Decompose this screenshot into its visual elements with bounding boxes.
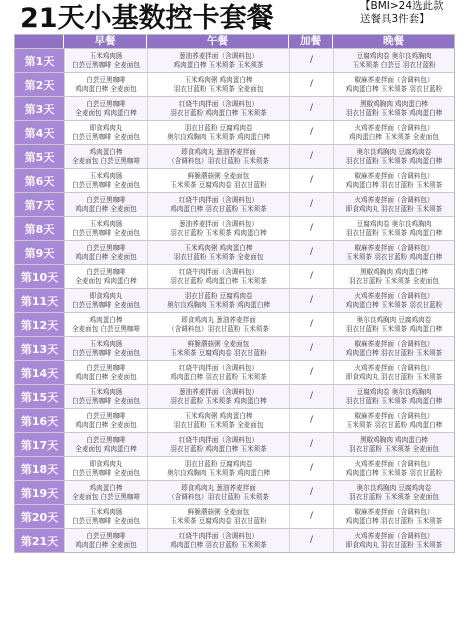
snack-cell: / (289, 97, 333, 120)
dinner-cell-line: 即食鸡肉丸 羽衣甘蓝粉 玉米须茶 (345, 372, 443, 381)
dinner-cell-line: 火鸡荞麦拌面（含调料包） (354, 532, 434, 540)
breakfast-cell (64, 409, 147, 432)
breakfast-cell-line: 白芸豆黑咖啡 全麦面包 (71, 60, 141, 69)
breakfast-cell (64, 73, 147, 96)
lunch-cell-line: 鸡肉蛋白棒 羽衣甘蓝粉 玉米须茶 (170, 204, 267, 213)
dinner-cell (333, 433, 454, 456)
header-day (15, 35, 64, 48)
lunch-cell-line: 鸡肉蛋白棒 羽衣甘蓝粉 玉米须茶 (170, 372, 267, 381)
lunch-cell (147, 457, 289, 480)
snack-cell: / (289, 169, 333, 192)
breakfast-cell (64, 121, 147, 144)
lunch-cell-line: 玉米须茶 豆腐鸡肉卷 羽衣甘蓝粉 (170, 348, 267, 357)
breakfast-cell-line: 全麦面包 鸡肉蛋白棒 (75, 444, 137, 453)
breakfast-cell-line: 白芸豆黑咖啡 全麦面包 (71, 468, 141, 477)
breakfast-cell-line: 鸡肉蛋白棒 全麦面包 (75, 372, 137, 381)
lunch-cell (147, 241, 289, 264)
breakfast-cell (64, 145, 147, 168)
breakfast-cell (64, 265, 147, 288)
lunch-cell-line: 羽衣甘蓝粉 豆腐鸡肉卷 (184, 460, 253, 468)
lunch-cell-line: 红烧牛肉拌面（含调料包） (178, 364, 259, 372)
lunch-cell (147, 313, 289, 336)
snack-cell: / (289, 361, 333, 384)
lunch-cell-line: 羽衣甘蓝粉 鸡肉蛋白棒 玉米须茶 (170, 444, 267, 453)
dinner-cell-line: 羽衣甘蓝粉 玉米须茶 鸡肉蛋白棒 (345, 156, 443, 165)
day-label: 第19天 (15, 481, 64, 504)
dinner-cell-line: 羽衣甘蓝粉 玉米须茶 鸡肉蛋白棒 (345, 396, 443, 405)
breakfast-cell (64, 49, 147, 72)
dinner-cell-line: 豆腐鸡肉卷 奥尔良鸡胸肉 (356, 52, 432, 60)
dinner-cell (333, 49, 454, 72)
snack-cell: / (289, 193, 333, 216)
page-title: 21天小基数控卡套餐 (20, 3, 274, 34)
lunch-cell-line: 红烧牛肉拌面（含调料包） (178, 100, 259, 108)
breakfast-cell-line: 白芸豆黑咖啡 (86, 364, 126, 372)
lunch-cell (147, 73, 289, 96)
breakfast-cell-line: 玉米鸡肉肠 (89, 172, 123, 180)
lunch-cell (147, 481, 289, 504)
breakfast-cell-line: 即食鸡肉丸 (89, 460, 123, 468)
dinner-cell (333, 361, 454, 384)
breakfast-cell (64, 313, 147, 336)
breakfast-cell-line: 白芸豆黑咖啡 (86, 436, 126, 444)
dinner-cell-line: 羽衣甘蓝粉 玉米须茶 鸡肉蛋白棒 (345, 228, 443, 237)
dinner-cell-line: 玉米须茶 白芸豆 羽衣甘蓝粉 (352, 60, 436, 69)
lunch-cell-line: 羽衣甘蓝粉 鸡肉蛋白棒 玉米须茶 (170, 276, 267, 285)
dinner-cell (333, 481, 454, 504)
table-row (15, 384, 454, 408)
table-row (15, 504, 454, 528)
dinner-cell-line: 玉米须茶 羽衣甘蓝粉 鸡肉蛋白棒 (345, 420, 443, 429)
breakfast-cell-line: 白芸豆黑咖啡 全麦面包 (71, 516, 141, 525)
breakfast-cell (64, 241, 147, 264)
table-row (15, 168, 454, 192)
dinner-cell-line: 火鸡荞麦拌面（含调料包） (354, 196, 434, 204)
dinner-cell-line: 羽衣甘蓝粉 玉米须茶 全麦面包 (349, 492, 439, 501)
lunch-cell (147, 121, 289, 144)
day-label: 第15天 (15, 385, 64, 408)
dinner-cell-line: 鸡肉蛋白棒 羽衣甘蓝粉 玉米须茶 (345, 180, 443, 189)
breakfast-cell-line: 鸡肉蛋白棒 (89, 484, 123, 492)
lunch-cell-line: 即食鸡肉丸 葱油荞麦拌面 (181, 316, 256, 324)
table-header-row (15, 35, 454, 48)
dinner-cell-line: 黑椒鸡胸肉 鸡肉蛋白棒 (359, 436, 429, 444)
breakfast-cell-line: 白芸豆黑咖啡 全麦面包 (71, 348, 141, 357)
day-label: 第1天 (15, 49, 64, 72)
table-row (15, 240, 454, 264)
breakfast-cell (64, 385, 147, 408)
promo-note (360, 0, 444, 26)
breakfast-cell-line: 白芸豆黑咖啡 (86, 196, 126, 204)
header-lunch: 午餐 (147, 35, 289, 48)
meal-plan-table (14, 34, 455, 553)
table-body (15, 48, 454, 552)
lunch-cell (147, 433, 289, 456)
breakfast-cell-line: 鸡肉蛋白棒 全麦面包 (75, 420, 137, 429)
lunch-cell-line: 即食鸡肉丸 葱油荞麦拌面 (181, 484, 256, 492)
day-label: 第5天 (15, 145, 64, 168)
table-row (15, 96, 454, 120)
dinner-cell (333, 217, 454, 240)
lunch-cell (147, 169, 289, 192)
breakfast-cell-line: 鸡肉蛋白棒 全麦面包 (75, 252, 137, 261)
dinner-cell-line: 鸡肉蛋白棒 玉米须茶 全麦面包 (349, 132, 439, 141)
dinner-cell-line: 椒麻荞麦拌面（含调料包） (354, 172, 434, 180)
dinner-cell-line: 火鸡荞麦拌面（含调料包） (354, 292, 434, 300)
lunch-cell-line: 鸡肉蛋白棒 玉米须茶 玉米须茶 (173, 60, 264, 69)
dinner-cell-line: 豆腐鸡肉卷 奥尔良鸡胸肉 (356, 388, 432, 396)
breakfast-cell (64, 529, 147, 552)
breakfast-cell-line: 白芸豆黑咖啡 (86, 244, 126, 252)
lunch-cell (147, 361, 289, 384)
lunch-cell (147, 97, 289, 120)
snack-cell: / (289, 121, 333, 144)
header-breakfast: 早餐 (64, 35, 147, 48)
dinner-cell (333, 529, 454, 552)
breakfast-cell (64, 97, 147, 120)
lunch-cell-line: 葱油荞麦拌面（含调料包） (178, 220, 259, 228)
promo-note-line: 送餐具3件套】 (360, 13, 430, 25)
breakfast-cell (64, 457, 147, 480)
breakfast-cell-line: 白芸豆黑咖啡 全麦面包 (71, 396, 141, 405)
breakfast-cell-line: 全麦面包 鸡肉蛋白棒 (75, 108, 137, 117)
table-row (15, 528, 454, 552)
snack-cell: / (289, 481, 333, 504)
breakfast-cell (64, 481, 147, 504)
lunch-cell-line: 奥尔良鸡胸肉 玉米须茶 鸡肉蛋白棒 (166, 300, 271, 309)
table-row (15, 264, 454, 288)
snack-cell: / (289, 289, 333, 312)
dinner-cell-line: 鸡肉蛋白棒 羽衣甘蓝粉 玉米须茶 (345, 348, 443, 357)
dinner-cell (333, 313, 454, 336)
lunch-cell-line: 鸡肉蛋白棒 羽衣甘蓝粉 玉米须茶 (170, 540, 267, 549)
snack-cell: / (289, 313, 333, 336)
dinner-cell-line: 黑椒鸡胸肉 鸡肉蛋白棒 (359, 100, 429, 108)
breakfast-cell-line: 玉米鸡肉肠 (89, 508, 123, 516)
header-snack: 加餐 (289, 35, 333, 48)
day-label: 第11天 (15, 289, 64, 312)
lunch-cell-line: 玉米鸡肉粥 鸡肉蛋白棒 (184, 76, 253, 84)
table-row (15, 360, 454, 384)
snack-cell: / (289, 73, 333, 96)
day-label: 第8天 (15, 217, 64, 240)
breakfast-cell-line: 白芸豆黑咖啡 全麦面包 (71, 300, 141, 309)
snack-cell: / (289, 433, 333, 456)
lunch-cell (147, 505, 289, 528)
dinner-cell-line: 火鸡荞麦拌面（含调料包） (354, 364, 434, 372)
lunch-cell (147, 385, 289, 408)
lunch-cell (147, 529, 289, 552)
dinner-cell-line: 羽衣甘蓝粉 玉米须茶 鸡肉蛋白棒 (345, 108, 443, 117)
day-label: 第2天 (15, 73, 64, 96)
dinner-cell-line: 玉米须茶 羽衣甘蓝粉 鸡肉蛋白棒 (345, 252, 443, 261)
dinner-cell-line: 椒麻荞麦拌面（含调料包） (354, 244, 434, 252)
dinner-cell (333, 193, 454, 216)
dinner-cell-line: 奥尔良鸡胸肉 豆腐鸡肉卷 (356, 484, 432, 492)
lunch-cell-line: 玉米鸡肉粥 鸡肉蛋白棒 (184, 412, 253, 420)
dinner-cell-line: 豆腐鸡肉卷 奥尔良鸡胸肉 (356, 220, 432, 228)
table-row (15, 144, 454, 168)
dinner-cell (333, 97, 454, 120)
dinner-cell (333, 409, 454, 432)
lunch-cell-line: 羽衣甘蓝粉 豆腐鸡肉卷 (184, 124, 253, 132)
dinner-cell-line: 椒麻荞麦拌面（含调料包） (354, 412, 434, 420)
breakfast-cell-line: 鸡肉蛋白棒 全麦面包 (75, 84, 137, 93)
table-row (15, 216, 454, 240)
lunch-cell-line: 红烧牛肉拌面（含调料包） (178, 196, 259, 204)
dinner-cell (333, 241, 454, 264)
snack-cell: / (289, 409, 333, 432)
dinner-cell-line: 即食鸡肉丸 羽衣甘蓝粉 玉米须茶 (345, 204, 443, 213)
dinner-cell-line: 火鸡荞麦拌面（含调料包） (354, 124, 434, 132)
lunch-cell (147, 217, 289, 240)
breakfast-cell-line: 白芸豆黑咖啡 全麦面包 (71, 132, 141, 141)
day-label: 第13天 (15, 337, 64, 360)
day-label: 第6天 (15, 169, 64, 192)
dinner-cell (333, 145, 454, 168)
lunch-cell-line: 红烧牛肉拌面（含调料包） (178, 436, 259, 444)
day-label: 第12天 (15, 313, 64, 336)
day-label: 第21天 (15, 529, 64, 552)
dinner-cell-line: 椒麻荞麦拌面（含调料包） (354, 508, 434, 516)
lunch-cell-line: 羽衣甘蓝粉 玉米须茶 全麦面包 (173, 252, 264, 261)
lunch-cell-line: 葱油荞麦拌面（含调料包） (178, 52, 259, 60)
breakfast-cell-line: 白芸豆黑咖啡 (86, 100, 126, 108)
table-row (15, 288, 454, 312)
dinner-cell-line: 鸡肉蛋白棒 玉米须茶 羽衣甘蓝粉 (345, 84, 443, 93)
dinner-cell (333, 169, 454, 192)
page-header (0, 0, 467, 34)
lunch-cell (147, 337, 289, 360)
breakfast-cell-line: 玉米鸡肉肠 (89, 340, 123, 348)
lunch-cell-line: 玉米须茶 豆腐鸡肉卷 羽衣甘蓝粉 (170, 516, 267, 525)
dinner-cell-line: 鸡肉蛋白棒 羽衣甘蓝粉 玉米须茶 (345, 516, 443, 525)
snack-cell: / (289, 457, 333, 480)
dinner-cell-line: 奥尔良鸡胸肉 豆腐鸡肉卷 (356, 316, 432, 324)
breakfast-cell (64, 217, 147, 240)
lunch-cell-line: 羽衣甘蓝粉 玉米须茶 鸡肉蛋白棒 (170, 396, 267, 405)
lunch-cell-line: 羽衣甘蓝粉 豆腐鸡肉卷 (184, 292, 253, 300)
breakfast-cell (64, 505, 147, 528)
lunch-cell-line: 红烧牛肉拌面（含调料包） (178, 532, 259, 540)
breakfast-cell-line: 全麦面包 白芸豆黑咖啡 (71, 156, 141, 165)
dinner-cell (333, 289, 454, 312)
dinner-cell (333, 121, 454, 144)
day-label: 第9天 (15, 241, 64, 264)
breakfast-cell-line: 鸡肉蛋白棒 全麦面包 (75, 540, 137, 549)
day-label: 第4天 (15, 121, 64, 144)
breakfast-cell-line: 鸡肉蛋白棒 (89, 148, 123, 156)
day-label: 第7天 (15, 193, 64, 216)
snack-cell: / (289, 265, 333, 288)
lunch-cell (147, 49, 289, 72)
table-row (15, 192, 454, 216)
breakfast-cell-line: 即食鸡肉丸 (89, 124, 123, 132)
breakfast-cell-line: 玉米鸡肉肠 (89, 388, 123, 396)
dinner-cell-line: 羽衣甘蓝粉 玉米须茶 全麦面包 (349, 444, 439, 453)
table-row (15, 408, 454, 432)
day-label: 第3天 (15, 97, 64, 120)
lunch-cell-line: 奥尔良鸡胸肉 玉米须茶 鸡肉蛋白棒 (166, 132, 271, 141)
lunch-cell-line: 鲜脆蘑菇粥 全麦面包 (187, 172, 250, 180)
dinner-cell-line: 羽衣甘蓝粉 玉米须茶 鸡肉蛋白棒 (345, 324, 443, 333)
breakfast-cell (64, 361, 147, 384)
dinner-cell-line: 羽衣甘蓝粉 玉米须茶 全麦面包 (349, 276, 439, 285)
table-row (15, 72, 454, 96)
snack-cell: / (289, 241, 333, 264)
lunch-cell-line: 鲜脆蘑菇粥 全麦面包 (187, 508, 250, 516)
lunch-cell-line: 玉米须茶 豆腐鸡肉卷 羽衣甘蓝粉 (170, 180, 267, 189)
snack-cell: / (289, 337, 333, 360)
lunch-cell-line: 奥尔良鸡胸肉 玉米须茶 鸡肉蛋白棒 (166, 468, 271, 477)
dinner-cell (333, 265, 454, 288)
snack-cell: / (289, 145, 333, 168)
dinner-cell-line: 火鸡荞麦拌面（含调料包） (354, 460, 434, 468)
breakfast-cell-line: 白芸豆黑咖啡 全麦面包 (71, 228, 141, 237)
lunch-cell-line: 鲜脆蘑菇粥 全麦面包 (187, 340, 250, 348)
header-dinner: 晚餐 (383, 35, 404, 47)
day-label: 第10天 (15, 265, 64, 288)
dinner-cell-line: 鸡肉蛋白棒 玉米须茶 羽衣甘蓝粉 (345, 468, 443, 477)
table-row (15, 336, 454, 360)
day-label: 第20天 (15, 505, 64, 528)
day-label: 第17天 (15, 433, 64, 456)
breakfast-cell-line: 玉米鸡肉肠 (89, 52, 123, 60)
dinner-cell (333, 73, 454, 96)
dinner-cell-line: 椒麻荞麦拌面（含调料包） (354, 340, 434, 348)
breakfast-cell-line: 白芸豆黑咖啡 (86, 412, 126, 420)
breakfast-cell (64, 289, 147, 312)
breakfast-cell-line: 鸡肉蛋白棒 全麦面包 (75, 204, 137, 213)
dinner-cell-line: 鸡肉蛋白棒 玉米须茶 羽衣甘蓝粉 (345, 300, 443, 309)
lunch-cell-line: （含调料包）羽衣甘蓝粉 玉米须茶 (167, 324, 269, 333)
table-row (15, 120, 454, 144)
breakfast-cell (64, 433, 147, 456)
table-row (15, 480, 454, 504)
lunch-cell (147, 193, 289, 216)
breakfast-cell-line: 鸡肉蛋白棒 (89, 316, 123, 324)
dinner-cell (333, 457, 454, 480)
dinner-cell (333, 505, 454, 528)
breakfast-cell (64, 337, 147, 360)
lunch-cell-line: 即食鸡肉丸 葱油荞麦拌面 (181, 148, 256, 156)
breakfast-cell-line: 即食鸡肉丸 (89, 292, 123, 300)
lunch-cell (147, 409, 289, 432)
breakfast-cell-line: 白芸豆黑咖啡 (86, 268, 126, 276)
lunch-cell-line: 玉米鸡肉粥 鸡肉蛋白棒 (184, 244, 253, 252)
snack-cell: / (289, 49, 333, 72)
lunch-cell-line: （含调料包）羽衣甘蓝粉 玉米须茶 (167, 492, 269, 501)
day-label: 第14天 (15, 361, 64, 384)
snack-cell: / (289, 217, 333, 240)
breakfast-cell-line: 全麦面包 白芸豆黑咖啡 (71, 324, 141, 333)
lunch-cell (147, 289, 289, 312)
breakfast-cell (64, 169, 147, 192)
lunch-cell-line: 羽衣甘蓝粉 鸡肉蛋白棒 玉米须茶 (170, 108, 267, 117)
lunch-cell-line: 羽衣甘蓝粉 玉米须茶 全麦面包 (173, 84, 264, 93)
dinner-cell-line: 即食鸡肉丸 羽衣甘蓝粉 玉米须茶 (345, 540, 443, 549)
breakfast-cell-line: 全麦面包 白芸豆黑咖啡 (71, 492, 141, 501)
snack-cell: / (289, 385, 333, 408)
lunch-cell-line: 羽衣甘蓝粉 玉米须茶 鸡肉蛋白棒 (170, 228, 267, 237)
lunch-cell-line: 羽衣甘蓝粉 玉米须茶 全麦面包 (173, 420, 264, 429)
breakfast-cell-line: 玉米鸡肉肠 (89, 220, 123, 228)
lunch-cell (147, 265, 289, 288)
snack-cell: / (289, 529, 333, 552)
dinner-cell-line: 奥尔良鸡胸肉 豆腐鸡肉卷 (356, 148, 432, 156)
breakfast-cell-line: 白芸豆黑咖啡 (86, 76, 126, 84)
lunch-cell-line: 葱油荞麦拌面（含调料包） (178, 388, 259, 396)
snack-cell: / (289, 505, 333, 528)
dinner-cell-line: 椒麻荞麦拌面（含调料包） (354, 76, 434, 84)
table-row (15, 48, 454, 72)
dinner-cell (333, 385, 454, 408)
dinner-cell (333, 337, 454, 360)
breakfast-cell (64, 193, 147, 216)
promo-note-line: 【BMI>24选此款 (360, 0, 444, 12)
day-label: 第18天 (15, 457, 64, 480)
day-label: 第16天 (15, 409, 64, 432)
table-row (15, 312, 454, 336)
dinner-cell-line: 黑椒鸡胸肉 鸡肉蛋白棒 (359, 268, 429, 276)
table-row (15, 432, 454, 456)
breakfast-cell-line: 白芸豆黑咖啡 全麦面包 (71, 180, 141, 189)
lunch-cell-line: 红烧牛肉拌面（含调料包） (178, 268, 259, 276)
lunch-cell-line: （含调料包）羽衣甘蓝粉 玉米须茶 (167, 156, 269, 165)
lunch-cell (147, 145, 289, 168)
table-row (15, 456, 454, 480)
breakfast-cell-line: 全麦面包 鸡肉蛋白棒 (75, 276, 137, 285)
breakfast-cell-line: 白芸豆黑咖啡 (86, 532, 126, 540)
